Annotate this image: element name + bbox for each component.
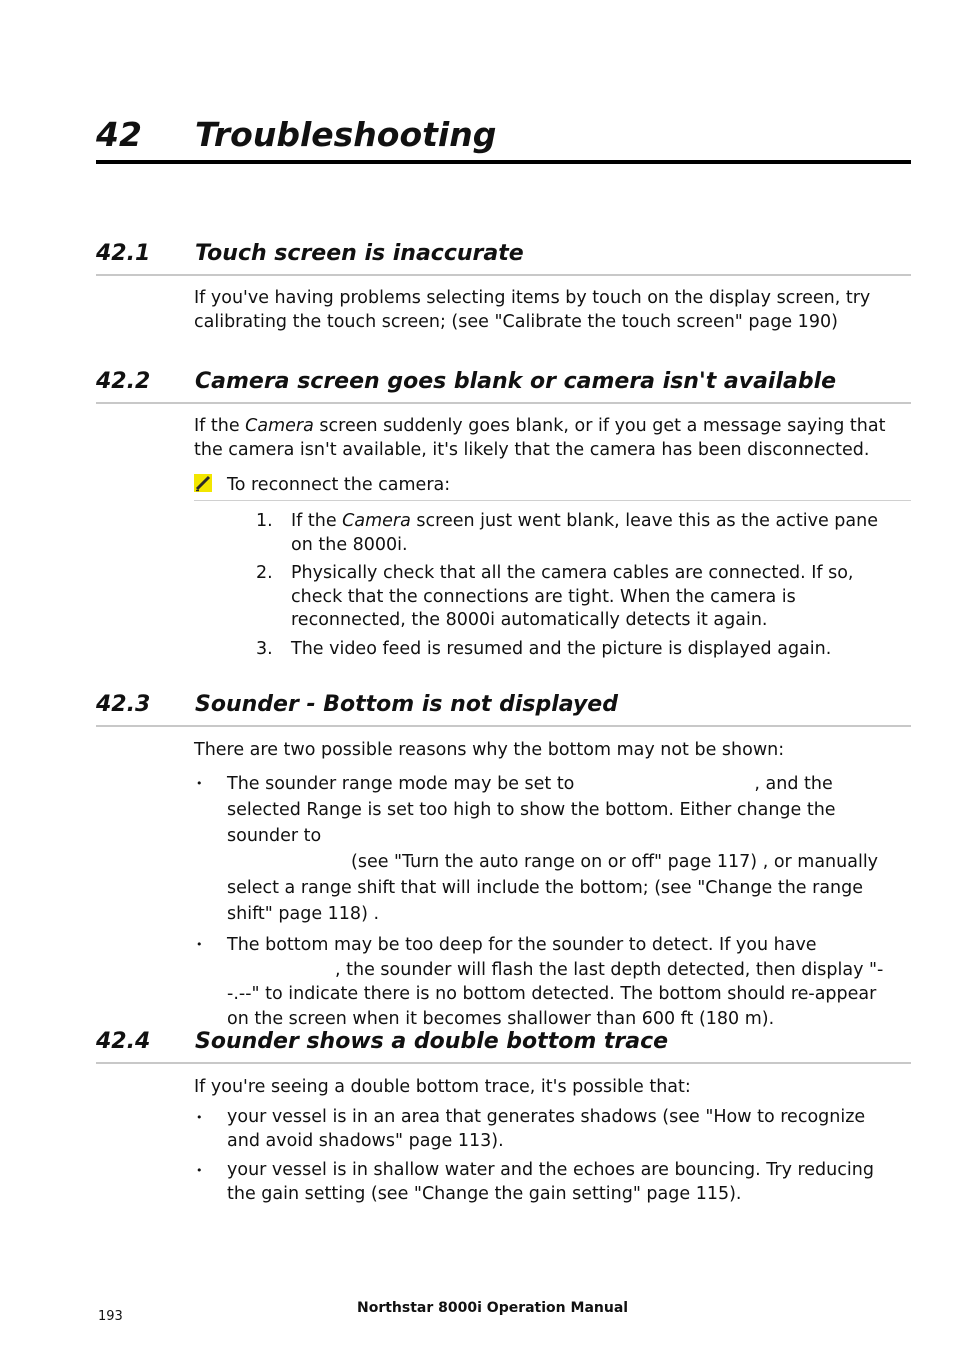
chapter-title-text: Troubleshooting: [195, 115, 497, 154]
steps-list: [256, 510, 896, 666]
reasons-list: [196, 771, 896, 1037]
list-item: • your vessel is in an area that generates shadows (see "How to recognize and avoid shadows" page 113).: [196, 1106, 896, 1153]
section-title: Sounder - Bottom is not displayed: [195, 692, 618, 717]
list-item: 1. If the Camera screen just went blank, leave this as the active pane on the 8000i.: [256, 511, 878, 555]
list-item: 2. Physically check that all the camera cables are connected. If so, check that the connections are tight. When the camera is reconnected, the 8000i automatically detects it again.: [256, 563, 854, 630]
section-number: 42.1: [96, 241, 151, 266]
footer-title: Northstar 8000i Operation Manual: [357, 1300, 629, 1316]
pencil-icon: [194, 474, 212, 492]
page-number: 193: [98, 1309, 123, 1324]
list-item: • The sounder range mode may be set to , and the selected Range is set too high to show the bottom. Either change the sounder to (see "Turn the auto range on or off" page 117) , or manually select a range shift that will include the bottom; (see "Change the range shift" page 118) .: [196, 771, 896, 927]
list-item: • The bottom may be too deep for the sounder to detect. If you have , the sounder will flash the last depth detected, then display "--.--" to indicate there is no bottom detected. The bottom should re-appear on the screen when it becomes shallower than 600 ft (180 m).: [196, 933, 896, 1031]
section-number: 42.3: [96, 692, 151, 717]
section-number: 42.4: [96, 1029, 151, 1054]
section-42-1-body: If you've having problems selecting items by touch on the display screen, try calibrating the touch screen; (see "Calibrate the touch screen" page 190): [194, 288, 871, 332]
section-title: Touch screen is inaccurate: [195, 241, 524, 266]
section-heading-42-1: [96, 238, 911, 276]
causes-list: [196, 1106, 896, 1212]
section-heading-42-4: [96, 1026, 911, 1064]
procedure-label: To reconnect the camera:: [227, 475, 451, 495]
section-title: Camera screen goes blank or camera isn't available: [195, 369, 837, 394]
list-item: • your vessel is in shallow water and the echoes are bouncing. Try reducing the gain setting (see "Change the gain setting" page 115).: [196, 1159, 896, 1206]
section-heading-42-3: [96, 689, 911, 727]
chapter-number: 42: [96, 115, 142, 154]
section-42-2-body: If the Camera screen suddenly goes blank, or if you get a message saying that the camera isn't available, it's likely that the camera has been disconnected.: [194, 416, 886, 460]
procedure-heading: [194, 472, 911, 501]
section-title: Sounder shows a double bottom trace: [195, 1029, 669, 1054]
chapter-title: [96, 112, 911, 164]
section-heading-42-2: [96, 366, 911, 404]
section-number: 42.2: [96, 369, 151, 394]
section-42-4-intro: If you're seeing a double bottom trace, it's possible that:: [194, 1077, 691, 1097]
section-42-3-intro: There are two possible reasons why the bottom may not be shown:: [194, 740, 785, 760]
list-item: 3. The video feed is resumed and the picture is displayed again.: [256, 638, 832, 659]
